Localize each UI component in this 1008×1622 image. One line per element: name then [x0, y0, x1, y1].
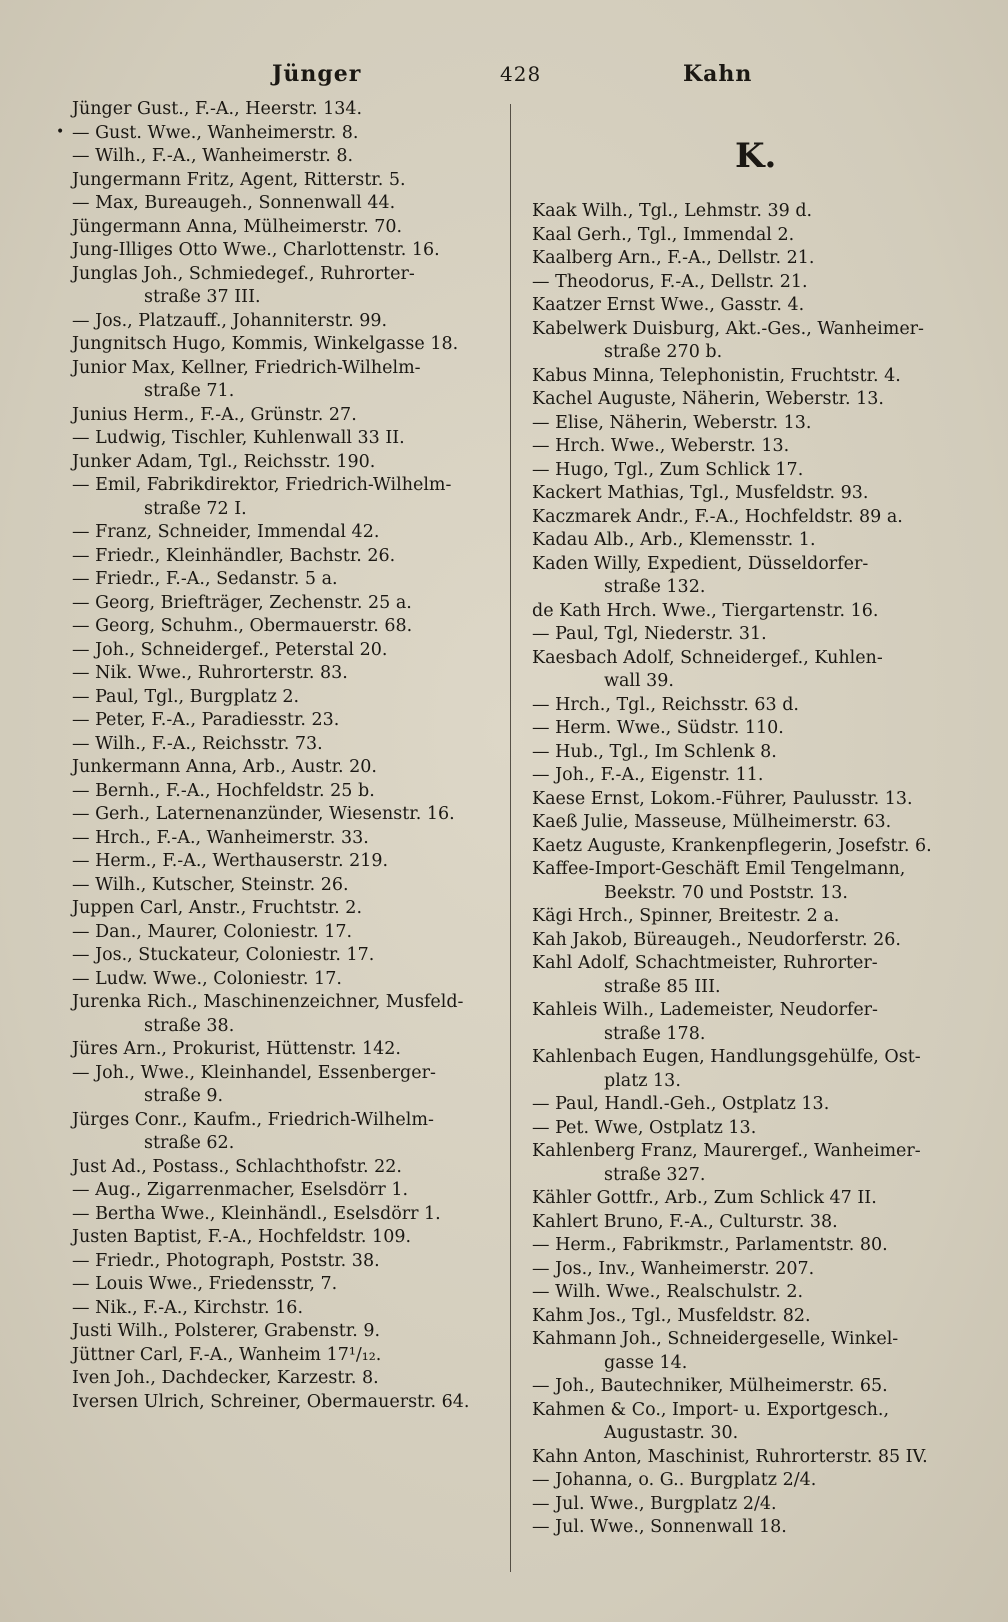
directory-entry [72, 592, 502, 616]
directory-entry [72, 874, 502, 898]
right-column [532, 200, 964, 1540]
directory-entry [72, 756, 502, 780]
directory-entry [532, 1375, 964, 1399]
entry-line: Kahlenberg Franz, Maurergef., Wanheimer- [532, 1141, 921, 1161]
entry-line: de Kath Hrch. Wwe., Tiergartenstr. 16. [532, 600, 879, 621]
entry-line: — Gust. Wwe., Wanheimerstr. 8. [72, 122, 359, 143]
directory-entry [532, 1140, 964, 1187]
directory-entry [532, 412, 964, 436]
directory-entry [532, 952, 964, 999]
directory-entry [532, 788, 964, 812]
entry-line: — Hrch., Tgl., Reichsstr. 63 d. [532, 694, 799, 715]
entry-line: Kaden Willy, Expedient, Düsseldorfer- [532, 553, 869, 574]
entry-line: Justen Baptist, F.-A., Hochfeldstr. 109. [72, 1227, 412, 1247]
entry-line: — Pet. Wwe, Ostplatz 13. [532, 1117, 757, 1138]
directory-entry [532, 1046, 964, 1093]
directory-entry [72, 850, 502, 874]
entry-line: — Hrch., F.-A., Wanheimerstr. 33. [72, 827, 369, 848]
entry-line: Kägi Hrch., Spinner, Breitestr. 2 a. [532, 906, 840, 926]
directory-entry [532, 271, 964, 295]
entry-line: Junius Herm., F.-A., Grünstr. 27. [72, 404, 357, 425]
directory-entry [72, 333, 502, 357]
entry-line: Jungermann Fritz, Agent, Ritterstr. 5. [72, 169, 406, 190]
entry-line: Kahmen & Co., Import- u. Exportgesch., [532, 1399, 890, 1420]
directory-entry [532, 741, 964, 765]
entry-line: Junkermann Anna, Arb., Austr. 20. [72, 757, 377, 777]
entry-line: — Peter, F.-A., Paradiesstr. 23. [72, 710, 340, 730]
directory-entry [532, 247, 964, 271]
directory-entry [72, 404, 502, 428]
entry-continuation: wall 39. [604, 671, 674, 691]
entry-line: — Paul, Tgl, Niederstr. 31. [532, 624, 767, 644]
entry-line: — Wilh., F.-A., Wanheimerstr. 8. [72, 146, 354, 166]
directory-entry [72, 521, 502, 545]
directory-entry [72, 1179, 502, 1203]
entry-line: — Herm., F.-A., Werthauserstr. 219. [72, 851, 389, 871]
entry-line: Kähler Gottfr., Arb., Zum Schlick 47 II. [532, 1188, 877, 1208]
entry-line: — Franz, Schneider, Immendal 42. [72, 522, 380, 542]
entry-line: Kahleis Wilh., Lademeister, Neudorfer- [532, 1000, 878, 1020]
directory-entry [532, 224, 964, 248]
entry-line: Kahlenbach Eugen, Handlungsgehülfe, Ost- [532, 1047, 921, 1067]
entry-line: Kaatzer Ernst Wwe., Gasstr. 4. [532, 295, 805, 315]
directory-entry [532, 482, 964, 506]
directory-entry [72, 803, 502, 827]
directory-entry [72, 686, 502, 710]
entry-line: Jüngermann Anna, Mülheimerstr. 70. [72, 216, 403, 237]
entry-line: Justi Wilh., Polsterer, Grabenstr. 9. [72, 1321, 381, 1341]
directory-entry [72, 1109, 502, 1156]
directory-entry [72, 568, 502, 592]
entry-continuation: straße 327. [604, 1164, 706, 1185]
entry-continuation: straße 178. [604, 1023, 706, 1044]
directory-entry [532, 694, 964, 718]
entry-line: Jürges Conr., Kaufm., Friedrich-Wilhelm- [72, 1109, 434, 1130]
entry-line: — Friedr., Kleinhändler, Bachstr. 26. [72, 545, 396, 566]
entry-line: Kaalberg Arn., F.-A., Dellstr. 21. [532, 248, 815, 268]
margin-dot: • [56, 124, 65, 140]
directory-entry [532, 1493, 964, 1517]
entry-line: Kaffee-Import-Geschäft Emil Tengelmann, [532, 859, 906, 879]
directory-entry [532, 600, 964, 624]
directory-entry [72, 1344, 502, 1368]
entry-line: Kaesbach Adolf, Schneidergef., Kuhlen- [532, 647, 883, 668]
directory-entry [532, 647, 964, 694]
directory-entry [72, 239, 502, 263]
directory-entry [72, 1226, 502, 1250]
entry-continuation: Augustastr. 30. [604, 1423, 739, 1443]
entry-line: — Nik. Wwe., Ruhrorterstr. 83. [72, 663, 348, 683]
entry-line: — Ludwig, Tischler, Kuhlenwall 33 II. [72, 428, 405, 448]
entry-line: Jünger Gust., F.-A., Heerstr. 134. [72, 99, 363, 119]
entry-line: Junior Max, Kellner, Friedrich-Wilhelm- [72, 357, 421, 378]
directory-entry [532, 811, 964, 835]
page-number: 428 [500, 62, 542, 86]
entry-line: — Joh., F.-A., Eigenstr. 11. [532, 765, 764, 785]
entry-line: Kahmann Joh., Schneidergeselle, Winkel- [532, 1329, 899, 1349]
directory-entry [532, 717, 964, 741]
entry-line: — Herm., Fabrikmstr., Parlamentstr. 80. [532, 1235, 888, 1255]
entry-line: Jurenka Rich., Maschinenzeichner, Musfeld- [72, 992, 464, 1012]
directory-entry [532, 435, 964, 459]
directory-entry [532, 1234, 964, 1258]
entry-line: Kaak Wilh., Tgl., Lehmstr. 39 d. [532, 201, 813, 221]
entry-line: Kaal Gerh., Tgl., Immendal 2. [532, 224, 795, 245]
entry-continuation: straße 37 III. [144, 287, 261, 307]
entry-line: Kahn Anton, Maschinist, Ruhrorterstr. 85 IV. [532, 1446, 928, 1467]
directory-entry [532, 1093, 964, 1117]
directory-entry [72, 1062, 502, 1109]
directory-entry [532, 529, 964, 553]
entry-line: — Elise, Näherin, Weberstr. 13. [532, 412, 812, 433]
directory-entry [532, 1305, 964, 1329]
entry-line: — Joh., Schneidergef., Peterstal 20. [72, 639, 388, 660]
entry-continuation: straße 85 III. [604, 976, 721, 997]
directory-entry [532, 553, 964, 600]
entry-line: Jüres Arn., Prokurist, Hüttenstr. 142. [72, 1039, 401, 1059]
directory-entry [532, 858, 964, 905]
directory-entry [532, 1258, 964, 1282]
directory-entry [72, 1038, 502, 1062]
directory-entry [72, 1250, 502, 1274]
directory-entry [72, 968, 502, 992]
entry-line: — Gerh., Laternenanzünder, Wiesenstr. 16. [72, 804, 455, 824]
directory-entry [532, 200, 964, 224]
entry-line: — Bertha Wwe., Kleinhändl., Eselsdörr 1. [72, 1203, 441, 1224]
entry-line: — Wilh. Wwe., Realschulstr. 2. [532, 1282, 804, 1302]
directory-entry [532, 1516, 964, 1540]
entry-line: — Paul, Handl.-Geh., Ostplatz 13. [532, 1094, 830, 1114]
entry-line: — Louis Wwe., Friedensstr, 7. [72, 1274, 338, 1294]
entry-continuation: straße 38. [144, 1015, 235, 1036]
directory-entry [72, 357, 502, 404]
directory-entry [72, 169, 502, 193]
directory-entry [72, 1273, 502, 1297]
directory-entry [532, 506, 964, 530]
directory-entry [72, 615, 502, 639]
entry-line: — Hrch. Wwe., Weberstr. 13. [532, 436, 790, 456]
entry-line: Kabus Minna, Telephonistin, Fruchtstr. 4. [532, 365, 901, 386]
entry-line: — Emil, Fabrikdirektor, Friedrich-Wilhelm- [72, 475, 452, 495]
directory-entry [72, 1297, 502, 1321]
directory-entry [532, 929, 964, 953]
directory-entry [72, 733, 502, 757]
directory-entry [532, 999, 964, 1046]
directory-entry [72, 991, 502, 1038]
directory-entry [532, 294, 964, 318]
entry-line: Jungnitsch Hugo, Kommis, Winkelgasse 18. [72, 334, 459, 354]
entry-line: — Paul, Tgl., Burgplatz 2. [72, 686, 300, 707]
entry-line: — Max, Bureaugeh., Sonnenwall 44. [72, 193, 396, 213]
entry-line: — Georg, Briefträger, Zechenstr. 25 a. [72, 592, 412, 613]
entry-line: Kackert Mathias, Tgl., Musfeldstr. 93. [532, 483, 869, 503]
directory-entry [532, 388, 964, 412]
entry-line: — Joh., Bautechniker, Mülheimerstr. 65. [532, 1376, 888, 1396]
directory-entry [72, 1156, 502, 1180]
directory-entry [72, 662, 502, 686]
directory-entry [72, 921, 502, 945]
entry-line: Kaeß Julie, Masseuse, Mülheimerstr. 63. [532, 812, 892, 832]
entry-line: Kaczmarek Andr., F.-A., Hochfeldstr. 89 a. [532, 506, 903, 527]
directory-entry [72, 98, 502, 122]
directory-entry [532, 764, 964, 788]
entry-line: — Dan., Maurer, Coloniestr. 17. [72, 921, 353, 942]
directory-entry [532, 318, 964, 365]
running-header-left: Jünger [272, 61, 362, 87]
directory-entry [72, 1367, 502, 1391]
running-header-right: Kahn [683, 61, 753, 87]
directory-entry [532, 1281, 964, 1305]
directory-entry [72, 427, 502, 451]
directory-entry [72, 216, 502, 240]
directory-entry [72, 1320, 502, 1344]
directory-entry [72, 310, 502, 334]
entry-line: Kahm Jos., Tgl., Musfeldstr. 82. [532, 1305, 811, 1326]
entry-line: — Ludw. Wwe., Coloniestr. 17. [72, 968, 342, 989]
directory-entry [72, 1203, 502, 1227]
directory-entry [532, 1399, 964, 1446]
directory-entry [72, 897, 502, 921]
entry-line: Junker Adam, Tgl., Reichsstr. 190. [72, 451, 376, 472]
directory-entry [532, 1211, 964, 1235]
entry-line: — Hugo, Tgl., Zum Schlick 17. [532, 459, 804, 480]
directory-entry [532, 1187, 964, 1211]
directory-entry [72, 944, 502, 968]
directory-entry [72, 709, 502, 733]
entry-line: — Aug., Zigarrenmacher, Eselsdörr 1. [72, 1180, 409, 1200]
directory-entry [72, 639, 502, 663]
entry-line: — Joh., Wwe., Kleinhandel, Essenberger- [72, 1062, 436, 1083]
entry-continuation: straße 132. [604, 577, 706, 597]
directory-entry [72, 827, 502, 851]
entry-line: — Friedr., Photograph, Poststr. 38. [72, 1250, 380, 1271]
entry-line: — Wilh., F.-A., Reichsstr. 73. [72, 733, 323, 754]
entry-continuation: straße 9. [144, 1086, 224, 1106]
entry-line: Juppen Carl, Anstr., Fruchtstr. 2. [72, 898, 363, 918]
entry-line: — Friedr., F.-A., Sedanstr. 5 a. [72, 569, 338, 589]
directory-entry [72, 1391, 502, 1415]
directory-entry [72, 192, 502, 216]
entry-line: Jung-Illiges Otto Wwe., Charlottenstr. 16. [72, 240, 440, 260]
entry-line: Just Ad., Postass., Schlachthofstr. 22. [72, 1156, 402, 1177]
entry-line: — Jul. Wwe., Sonnenwall 18. [532, 1517, 787, 1537]
entry-line: Iven Joh., Dachdecker, Karzestr. 8. [72, 1368, 379, 1388]
directory-entry [72, 263, 502, 310]
entry-line: — Johanna, o. G.. Burgplatz 2/4. [532, 1470, 817, 1490]
entry-line: — Nik., F.-A., Kirchstr. 16. [72, 1297, 304, 1318]
entry-line: — Herm. Wwe., Südstr. 110. [532, 718, 784, 738]
entry-continuation: straße 270 b. [604, 342, 723, 362]
entry-line: Iversen Ulrich, Schreiner, Obermauerstr. 64. [72, 1391, 470, 1412]
entry-continuation: straße 72 I. [144, 498, 247, 519]
directory-entry [532, 835, 964, 859]
directory-entry [532, 905, 964, 929]
directory-entry [532, 623, 964, 647]
section-letter: K. [735, 136, 777, 176]
directory-entry [72, 451, 502, 475]
directory-entry [532, 1446, 964, 1470]
directory-entry [532, 1328, 964, 1375]
entry-line: — Georg, Schuhm., Obermauerstr. 68. [72, 616, 413, 636]
directory-entry [532, 459, 964, 483]
entry-continuation: straße 62. [144, 1133, 235, 1153]
entry-continuation: Beekstr. 70 und Poststr. 13. [604, 882, 848, 903]
directory-entry [532, 1469, 964, 1493]
entry-line: Kahlert Bruno, F.-A., Culturstr. 38. [532, 1211, 838, 1232]
entry-line: — Jos., Platzauff., Johanniterstr. 99. [72, 310, 388, 331]
entry-line: — Theodorus, F.-A., Dellstr. 21. [532, 271, 808, 292]
entry-line: — Jul. Wwe., Burgplatz 2/4. [532, 1493, 777, 1514]
entry-line: Kaetz Auguste, Krankenpflegerin, Josefstr. 6. [532, 835, 932, 856]
column-divider [510, 104, 511, 1572]
entry-line: Kadau Alb., Arb., Klemensstr. 1. [532, 530, 816, 550]
directory-entry [72, 545, 502, 569]
entry-line: Junglas Joh., Schmiedegef., Ruhrorter- [72, 263, 415, 284]
directory-entry [532, 365, 964, 389]
entry-line: Kahl Adolf, Schachtmeister, Ruhrorter- [532, 953, 878, 973]
directory-entry [72, 780, 502, 804]
entry-line: Kaese Ernst, Lokom.-Führer, Paulusstr. 13. [532, 788, 913, 809]
entry-line: Kachel Auguste, Näherin, Weberstr. 13. [532, 389, 884, 409]
entry-continuation: gasse 14. [604, 1352, 688, 1373]
entry-line: — Jos., Stuckateur, Coloniestr. 17. [72, 945, 375, 965]
directory-entry [72, 474, 502, 521]
entry-line: Kah Jakob, Büreaugeh., Neudorferstr. 26. [532, 929, 901, 950]
directory-entry [532, 1117, 964, 1141]
directory-entry [72, 145, 502, 169]
entry-line: — Jos., Inv., Wanheimerstr. 207. [532, 1258, 815, 1279]
entry-continuation: platz 13. [604, 1070, 681, 1091]
directory-entry [72, 122, 502, 146]
left-column [72, 98, 502, 1414]
entry-line: Jüttner Carl, F.-A., Wanheim 17¹/₁₂. [72, 1344, 382, 1365]
entry-line: — Wilh., Kutscher, Steinstr. 26. [72, 874, 349, 895]
entry-line: Kabelwerk Duisburg, Akt.-Ges., Wanheimer- [532, 318, 924, 339]
entry-line: — Bernh., F.-A., Hochfeldstr. 25 b. [72, 780, 375, 801]
entry-continuation: straße 71. [144, 381, 235, 401]
entry-line: — Hub., Tgl., Im Schlenk 8. [532, 741, 777, 762]
